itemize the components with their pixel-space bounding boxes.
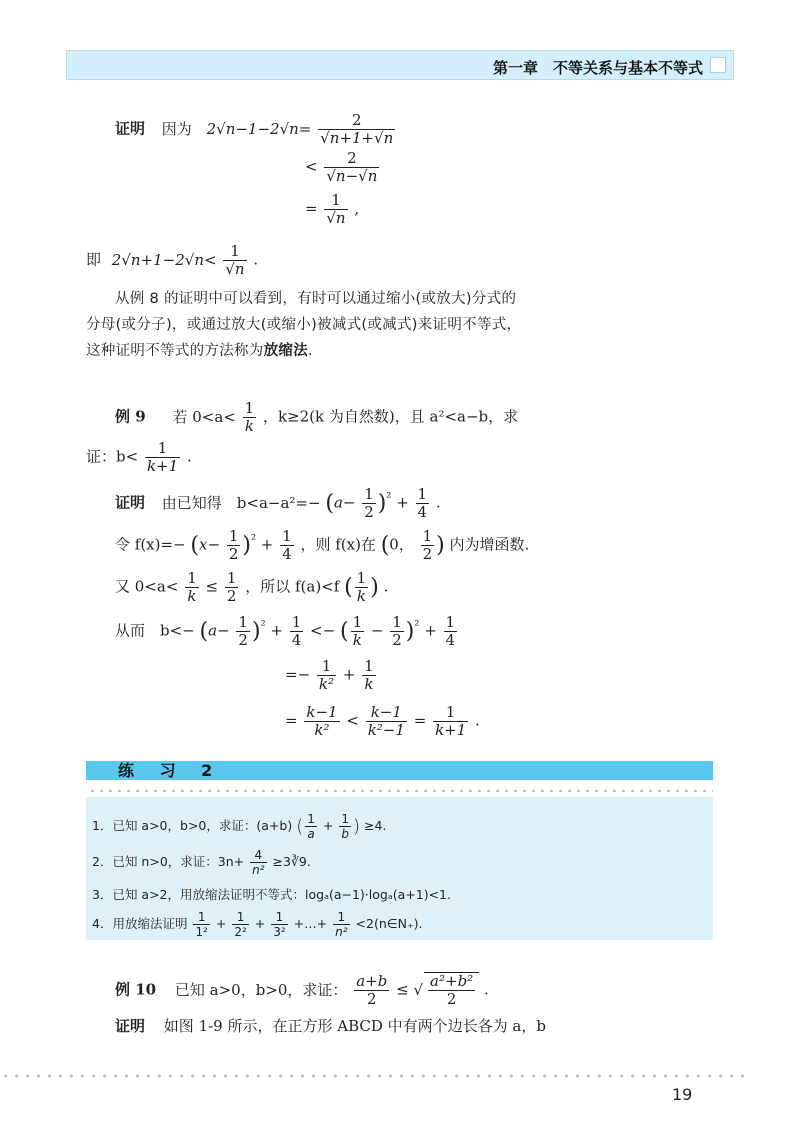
frac-num: 1	[433, 704, 468, 722]
frac-den: 4	[291, 631, 302, 649]
frac-den: b	[341, 827, 349, 841]
paren-close: )	[242, 533, 251, 558]
frac-num: 1	[392, 613, 402, 631]
paren-open: (	[199, 619, 209, 644]
page-number: 19	[672, 1085, 693, 1104]
op: +…+	[293, 916, 328, 931]
frac-den: k+1	[435, 721, 467, 739]
paren-open: (	[344, 575, 353, 600]
text: .	[435, 493, 441, 512]
op: +	[396, 493, 409, 512]
text: .	[308, 343, 313, 359]
frac-den: 4	[445, 631, 456, 649]
text: ≥4.	[363, 818, 387, 833]
frac-num: 1	[352, 613, 363, 631]
text: ，则 f(x)在	[300, 535, 376, 554]
example9-statement	[115, 400, 518, 435]
sup: ²	[386, 489, 392, 505]
proof-label: 证明	[115, 1017, 146, 1035]
example9-proof-line5	[285, 658, 378, 693]
paren-close: )	[377, 491, 387, 516]
paren-open: (	[325, 491, 334, 516]
text: 4．用放缩法证明	[92, 916, 188, 931]
sqrt-sign	[413, 981, 423, 999]
frac-num: 1	[228, 527, 239, 545]
op: +	[424, 621, 437, 640]
text: 这种证明不等式的方法称为	[86, 343, 264, 359]
frac-den: k	[352, 631, 362, 649]
text: a−	[208, 621, 230, 640]
example10-proof	[115, 1015, 546, 1036]
op: ≤	[205, 577, 219, 596]
frac-num: 1	[341, 812, 349, 826]
example9-proof-line3	[115, 570, 388, 605]
frac-num: 1	[145, 440, 180, 458]
op: +	[254, 916, 266, 931]
frac-den: √n−√n	[326, 167, 378, 185]
because-word: 因为	[161, 119, 192, 138]
text: 1．已知 a>0，b>0，求证：(a+b)	[92, 818, 293, 833]
proof-label: 证明	[115, 493, 146, 512]
paren-open: (	[339, 619, 349, 644]
paren-open: (	[380, 533, 390, 558]
expr: 2√n+1−2√n<	[111, 250, 217, 269]
op: <	[346, 711, 359, 730]
frac-num: 1	[307, 812, 315, 826]
frac-num: 1	[364, 657, 374, 675]
exercise-item-4	[92, 910, 422, 939]
frac-den: 2	[364, 503, 374, 521]
tail: .	[253, 250, 259, 269]
paragraph-line3	[86, 339, 313, 364]
paren-close: )	[352, 816, 360, 837]
op: <−	[310, 621, 336, 640]
exercise-item-2	[92, 848, 311, 877]
frac-num: 2	[318, 112, 395, 130]
frac-den: 2²	[234, 925, 247, 939]
paragraph-line1: 从例 8 的证明中可以看到，有时可以通过缩小(或放大)分式的	[115, 291, 517, 307]
frac-den: 4	[417, 503, 428, 521]
frac-num: 1	[271, 910, 287, 925]
example9-goal	[86, 440, 192, 475]
frac-den: k	[364, 675, 374, 693]
chapter-header	[66, 50, 734, 80]
proof8-conclusion	[86, 243, 258, 278]
frac-den: k²−1	[367, 721, 405, 739]
conclusion-prefix: 即	[86, 250, 102, 269]
op: <	[305, 157, 318, 176]
term-bold: 放缩法	[263, 343, 309, 359]
sup: ²	[414, 617, 420, 633]
paren-close: )	[251, 619, 261, 644]
chapter-title: 第一章 不等关系与基本不等式	[492, 59, 703, 77]
paragraph-line2: 分母(或分子)，或通过放大(或缩小)被减式(或减式)来证明不等式，	[86, 317, 522, 333]
sup: ²	[250, 531, 256, 547]
frac-den: 2	[446, 990, 457, 1008]
frac-num: 1	[324, 192, 347, 210]
text: <2(n∈N₊).	[355, 916, 423, 931]
proof8-line2	[305, 150, 381, 185]
frac-den: a	[307, 827, 315, 841]
frac-den: 2	[228, 545, 239, 563]
frac-den: 3²	[273, 925, 286, 939]
frac-num: 2	[324, 150, 379, 168]
example9-proof-line2	[115, 528, 529, 563]
text: 令 f(x)=−	[115, 535, 186, 554]
frac-num: 1	[317, 658, 336, 676]
footer-dots-divider	[0, 1073, 745, 1079]
op: +	[215, 916, 227, 931]
frac-den: √n	[225, 260, 245, 278]
frac-den: k	[356, 587, 366, 605]
text: 又 0<a<	[115, 577, 179, 596]
example9-proof-line1	[115, 486, 441, 521]
text: ≥3∛9.	[272, 854, 311, 869]
paren-close: )	[436, 533, 445, 558]
op: +	[270, 621, 283, 640]
text: 若 0<a<	[172, 407, 236, 426]
op: =	[305, 199, 318, 218]
exercise-dots-divider	[88, 789, 713, 793]
frac-den: √n+1+√n	[320, 129, 394, 147]
text: .	[475, 711, 480, 730]
frac-num: 1	[223, 243, 246, 261]
text: 如图 1-9 所示，在正方形 ABCD 中有两个边长各为 a，b	[163, 1017, 546, 1035]
frac-num: 4	[250, 848, 266, 863]
text: 内为增函数.	[449, 535, 530, 554]
text: 从而 b<−	[115, 621, 195, 640]
op: +	[322, 818, 334, 833]
frac-num: 1	[445, 613, 456, 631]
frac-num: 1	[282, 527, 292, 545]
text: x−	[199, 535, 221, 554]
frac-den: 2	[422, 545, 433, 563]
expr: 2√n−1−2√n=	[206, 119, 312, 138]
example9-proof-line4	[115, 614, 459, 649]
frac-num: 1	[244, 399, 255, 417]
header-square-icon	[710, 57, 726, 73]
tail: ,	[354, 199, 360, 218]
frac-num: 1	[291, 613, 302, 631]
proof8-line1	[115, 112, 397, 147]
frac-den: k	[244, 417, 254, 435]
frac-num: 1	[417, 485, 428, 503]
text: 证：b<	[86, 447, 139, 466]
text: .	[383, 577, 389, 596]
op: +	[342, 665, 356, 684]
frac-den: n²	[335, 925, 348, 939]
op: +	[260, 535, 274, 554]
frac-den: √n	[326, 209, 346, 227]
frac-den: 2	[238, 631, 248, 649]
frac-num: 1	[422, 527, 433, 545]
text: 已知 a>0，b>0，求证：	[174, 980, 348, 999]
frac-den: 2	[392, 631, 402, 649]
op: −	[370, 621, 384, 640]
frac-num: 1	[356, 569, 367, 587]
paren-close: )	[405, 619, 415, 644]
example-label: 例 10	[115, 980, 157, 999]
frac-den: k²	[314, 721, 330, 739]
example9-proof-line6	[285, 704, 480, 739]
frac-num: a+b	[356, 972, 388, 990]
text: 由已知得 b<a−a²=−	[161, 493, 321, 512]
op: =	[413, 711, 427, 730]
frac-num: 1	[187, 569, 197, 587]
text: .	[186, 447, 192, 466]
text: .	[483, 980, 489, 999]
frac-num: 1	[364, 485, 374, 503]
text: a−	[333, 493, 356, 512]
frac-num: a²+b²	[430, 972, 474, 990]
proof8-line3	[305, 192, 359, 227]
text: 2．已知 n>0，求证：3n+	[92, 854, 245, 869]
paren-open: (	[296, 816, 304, 837]
frac-den: 2	[226, 587, 237, 605]
frac-den: k+1	[146, 457, 179, 475]
text: ，所以 f(a)<f	[245, 577, 340, 596]
text: ，k≥2(k 为自然数)，且 a²<a−b，求	[262, 407, 519, 426]
example-label: 例 9	[115, 407, 146, 426]
proof-label: 证明	[115, 119, 146, 138]
frac-den: n²	[252, 863, 265, 877]
frac-den: 2	[367, 990, 377, 1008]
frac-num: 1	[238, 613, 248, 631]
exercise-item-1	[92, 812, 386, 841]
frac-num: 1	[226, 569, 237, 587]
frac-num: 1	[232, 910, 248, 925]
frac-num: k−1	[366, 704, 407, 722]
example10-statement	[115, 972, 489, 1008]
frac-num: 1	[193, 910, 209, 925]
frac-den: 4	[282, 545, 292, 563]
frac-den: 1²	[195, 925, 208, 939]
paren-open: (	[190, 533, 199, 558]
op: =	[285, 711, 298, 730]
op: ≤	[396, 980, 409, 999]
paren-close: )	[370, 575, 379, 600]
text: 0，	[389, 535, 414, 554]
sup: ²	[260, 617, 266, 633]
frac-num: 1	[333, 910, 349, 925]
exercise-title: 练 习 2	[118, 761, 223, 780]
op: =−	[285, 665, 311, 684]
frac-den: k²	[318, 675, 335, 693]
frac-den: k	[187, 587, 197, 605]
frac-num: k−1	[306, 703, 338, 721]
exercise-item-3: 3．已知 a>2，用放缩法证明不等式：logₐ(a−1)·logₐ(a+1)<1.	[92, 887, 451, 902]
